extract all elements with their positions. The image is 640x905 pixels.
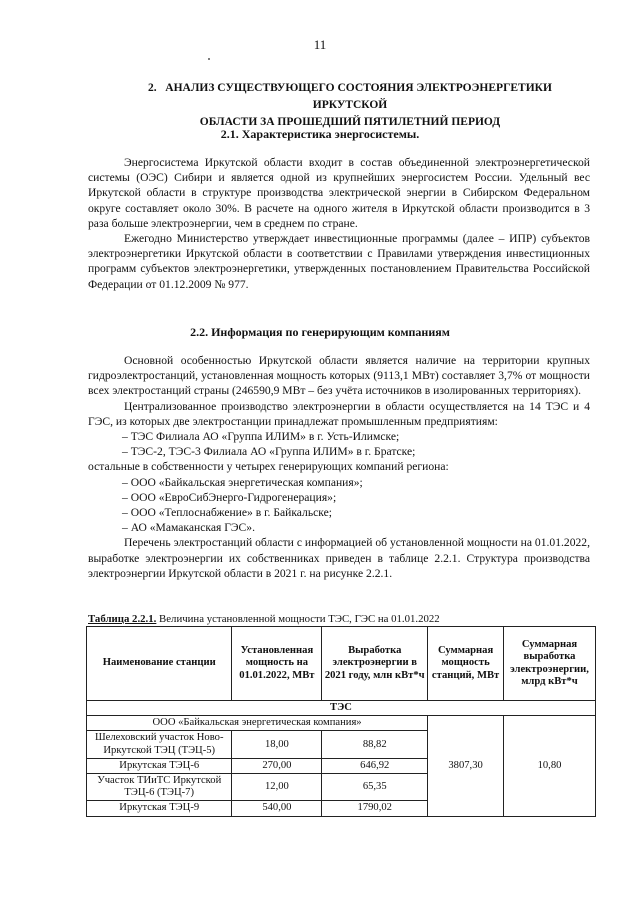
company-name: ООО «Байкальская энергетическая компания» — [87, 716, 428, 731]
station-capacity: 18,00 — [232, 731, 322, 758]
paragraph: Основной особенностью Иркутской области является наличие на территории крупных гидроэлектростанций, установленная мощность которых (9113,1 МВт) составляет 3,7% от мощности всех электростанций страны (246590,9 МВт – без учёта источников в изолированных территориях). — [88, 354, 590, 398]
total-capacity-cell: 3807,30 — [428, 716, 504, 816]
station-name: Шелеховский участок Ново-Иркутской ТЭЦ (ТЭЦ-5) — [87, 731, 232, 758]
page-number: 11 — [313, 37, 327, 52]
total-output-cell: 10,80 — [504, 716, 596, 816]
list-item: – ТЭС-2, ТЭС-3 Филиала АО «Группа ИЛИМ» в г. Братске; — [122, 445, 416, 459]
section-number: 2. — [148, 82, 157, 94]
paragraph: Ежегодно Министерство утверждает инвестиционные программы (далее – ИПР) субъектов электроэнергетики Иркутской области в соответствии с Правилами утверждения инвестиционных программ субъектов электроэнергетики, утвержденных постановлением Правительства Российской Федерации от 01.12.2009 № 977. — [88, 232, 590, 291]
scan-speck — [208, 58, 210, 60]
station-name: Иркутская ТЭЦ-6 — [87, 758, 232, 773]
table-header-row — [87, 627, 596, 701]
subsection-2-1-body — [88, 155, 590, 292]
company-row — [87, 716, 596, 731]
subsection-2-2-body — [88, 353, 590, 581]
station-output: 65,35 — [322, 774, 428, 801]
stations-table — [86, 626, 596, 817]
section-title-line1 — [120, 80, 580, 114]
list-item: – ООО «ЕвроСибЭнерго-Гидрогенерация»; — [122, 490, 337, 504]
list-item: – АО «Мамаканская ГЭС». — [122, 521, 255, 535]
station-name: Иркутская ТЭЦ-9 — [87, 801, 232, 816]
station-capacity: 270,00 — [232, 758, 322, 773]
station-capacity: 12,00 — [232, 774, 322, 801]
header-total-capacity: Суммарная мощность станций, МВт — [428, 627, 504, 701]
section-title-line2: ОБЛАСТИ ЗА ПРОШЕДШИЙ ПЯТИЛЕТНИЙ ПЕРИОД — [199, 116, 501, 128]
header-capacity: Установленная мощность на 01.01.2022, МВт — [232, 627, 322, 701]
subsection-2-2-title: 2.2. Информация по генерирующим компаниям — [190, 325, 450, 339]
header-output: Выработка электроэнергии в 2021 году, млн кВт*ч — [322, 627, 428, 701]
subsection-2-1-title: 2.1. Характеристика энергосистемы. — [220, 127, 420, 141]
station-output: 1790,02 — [322, 801, 428, 816]
group-row — [87, 701, 596, 716]
station-output: 88,82 — [322, 731, 428, 758]
paragraph: Энергосистема Иркутской области входит в состав объединенной электроэнергетической системы (ОЭС) Сибири и является одной из крупнейших энергосистем России. Удельный вес Иркутской области в структуре производства электрической энергии в Сибирском Федеральном округе составляет около 30%. В расчете на одного жителя в Иркутской области производится в 3 раза больше электроэнергии, чем в среднем по стране. — [88, 156, 590, 230]
header-total-output: Суммарная выработка электроэнергии, млрд кВт*ч — [504, 627, 596, 701]
table-caption-label: Таблица 2.2.1. — [88, 613, 157, 625]
list-item: – ТЭС Филиала АО «Группа ИЛИМ» в г. Усть-Илимске; — [122, 430, 400, 444]
list-item: – ООО «Байкальская энергетическая компания»; — [122, 475, 363, 489]
station-name: Участок ТИиТС Иркутской ТЭЦ-6 (ТЭЦ-7) — [87, 774, 232, 801]
group-label: ТЭС — [87, 701, 596, 716]
paragraph: Централизованное производство электроэнергии в области осуществляется на 14 ТЭС и 4 ГЭС, из которых две электростанции принадлежат промышленным предприятиям: — [88, 399, 590, 428]
table-caption — [88, 613, 440, 625]
station-capacity: 540,00 — [232, 801, 322, 816]
section-title-text-1: АНАЛИЗ СУЩЕСТВУЮЩЕГО СОСТОЯНИЯ ЭЛЕКТРОЭНЕРГЕТИКИ ИРКУТСКОЙ — [165, 82, 552, 111]
section-title — [120, 80, 580, 131]
list-item: – ООО «Теплоснабжение» в г. Байкальске; — [122, 506, 332, 520]
table-caption-text: Величина установленной мощности ТЭС, ГЭС на 01.01.2022 — [156, 613, 440, 625]
station-output: 646,92 — [322, 758, 428, 773]
paragraph: Перечень электростанций области с информацией об установленной мощности на 01.01.2022, выработке электроэнергии их собственниках приведен в таблице 2.2.1. Структура производства электроэнергии Иркутской области в 2021 г. на рисунке 2.2.1. — [88, 536, 590, 580]
header-name: Наименование станции — [87, 627, 232, 701]
paragraph: остальные в собственности у четырех генерирующих компаний региона: — [88, 460, 449, 474]
